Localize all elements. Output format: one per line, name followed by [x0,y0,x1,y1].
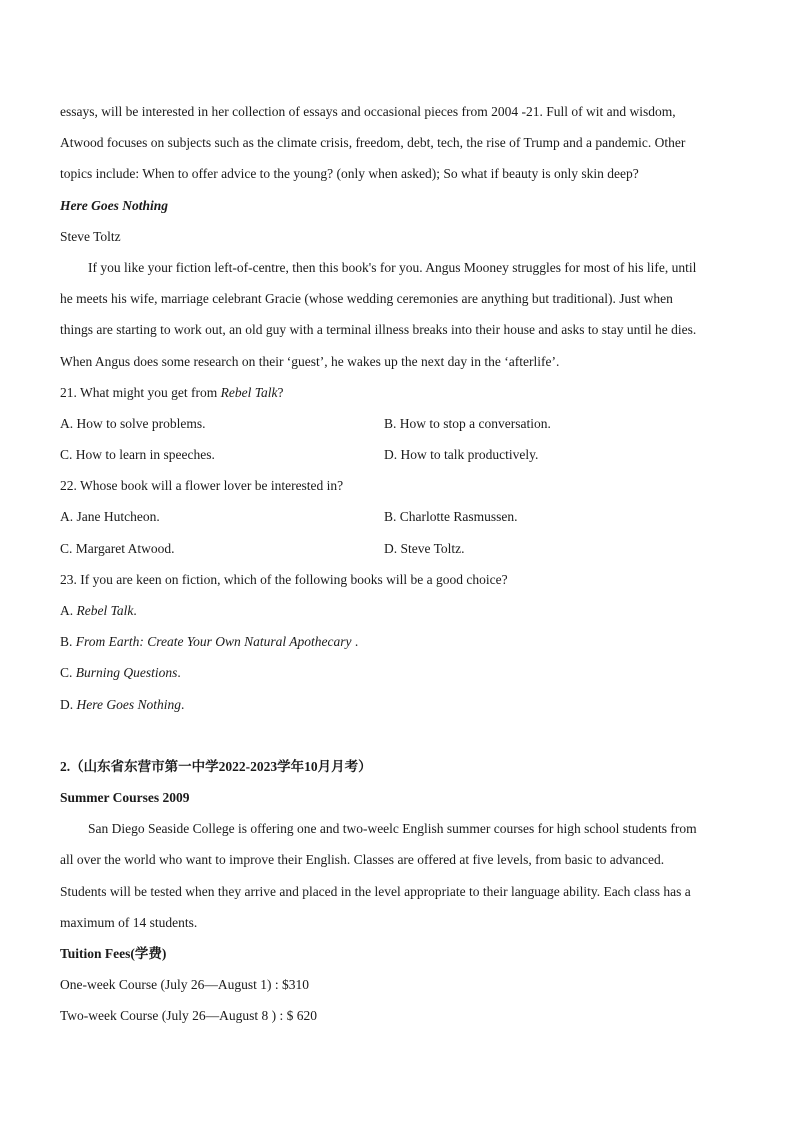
body-text-line: topics include: When to offer advice to the young? (only when asked); So what if beauty is only skin deep? [60,166,639,182]
question-23-stem: 23. If you are keen on fiction, which of the following books will be a good choice? [60,571,508,587]
question-21-options-row [60,408,734,439]
passage-title: Summer Courses 2009 [60,789,190,805]
option-b: B. How to stop a conversation. [384,415,551,431]
body-text-line: essays, will be interested in her collection of essays and occasional pieces from 2004 -21. Full of wit and wisdom, [60,104,676,119]
option-a: A. How to solve problems. [60,415,206,431]
option-b: B. Charlotte Rasmussen. [384,509,518,525]
body-text-line: maximum of 14 students. [60,914,198,930]
question-22-stem: 22. Whose book will a flower lover be interested in? [60,478,344,494]
book-author: Steve Toltz [60,228,121,244]
option-c: C. Margaret Atwood. [60,540,175,556]
body-text-line: Students will be tested when they arrive and placed in the level appropriate to their language ability. Each class has a [60,883,691,899]
body-text-line: things are starting to work out, an old guy with a terminal illness breaks into their house and asks to stay until he dies. [60,322,697,338]
option-a: A. Jane Hutcheon. [60,509,160,525]
body-text-line: he meets his wife, marriage celebrant Gracie (whose wedding ceremonies are anything but traditional). Just when [60,291,673,307]
fee-line: One-week Course (July 26—August 1) : $310 [60,977,309,993]
body-text-line: Atwood focuses on subjects such as the climate crisis, freedom, debt, tech, the rise of Trump and a pandemic. Other [60,135,686,151]
option-d: D. Here Goes Nothing. [60,696,185,712]
section-gap [60,720,734,751]
question-21-stem: 21. What might you get from Rebel Talk? [60,384,284,400]
body-text-line: San Diego Seaside College is offering one and two-weelc English summer courses for high school students from [88,821,697,837]
fees-heading: Tuition Fees(学费) [60,945,167,961]
fee-line: Two-week Course (July 26—August 8 ) : $ 620 [60,1008,318,1024]
body-text-line: If you like your fiction left-of-centre, then this book's for you. Angus Mooney struggles for most of his life, until [88,259,697,275]
question-22-options-row [60,533,734,564]
option-d: D. Steve Toltz. [384,540,465,556]
question-21-options-row [60,439,734,470]
body-text-line: When Angus does some research on their ‘guest’, he wakes up the next day in the ‘afterlife’. [60,353,560,369]
option-c: C. Burning Questions. [60,665,181,681]
document-page [60,96,734,1031]
section-2-heading: 2.（山东省东营市第一中学2022-2023学年10月月考） [60,758,372,774]
question-22-options-row [60,501,734,532]
option-d: D. How to talk productively. [384,447,539,463]
body-text-line: all over the world who want to improve their English. Classes are offered at five levels, from basic to advanced. [60,852,665,868]
book-title: Here Goes Nothing [60,197,168,213]
book-title-inline: Rebel Talk [220,384,278,400]
option-c: C. How to learn in speeches. [60,447,215,463]
option-b: B. From Earth: Create Your Own Natural Apothecary . [60,634,359,650]
option-a: A. Rebel Talk. [60,603,137,618]
